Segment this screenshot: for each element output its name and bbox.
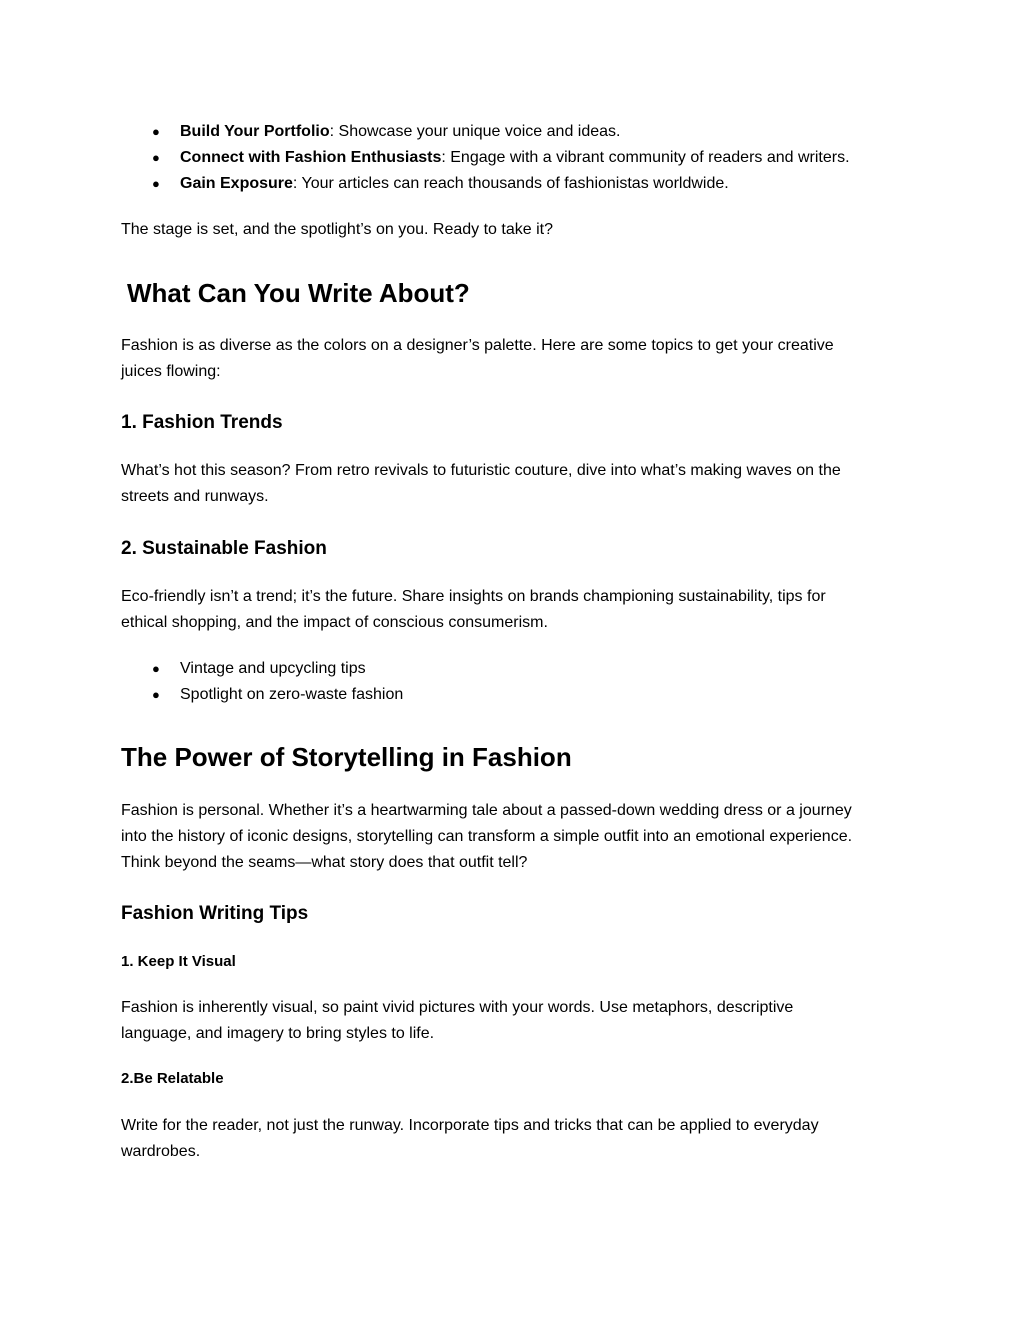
- stage-paragraph: The stage is set, and the spotlight’s on you. Ready to take it?: [121, 221, 553, 238]
- list-item-text: : Your articles can reach thousands of fashionistas worldwide.: [292, 175, 729, 192]
- sustainable-line-2: ethical shopping, and the impact of conscious consumerism.: [121, 614, 548, 631]
- tip1-line-2: language, and imagery to bring styles to life.: [121, 1025, 435, 1042]
- trends-line-1: What’s hot this season? From retro revivals to futuristic couture, dive into what’s making waves on the: [121, 462, 841, 479]
- storytelling-heading: The Power of Storytelling in Fashion: [121, 742, 572, 772]
- trends-line-2: streets and runways.: [121, 488, 269, 505]
- tip1-line-1: Fashion is inherently visual, so paint vivid pictures with your words. Use metaphors, descriptive: [121, 999, 794, 1016]
- tip2-line-2: wardrobes.: [121, 1143, 201, 1160]
- bullet-icon: ●: [152, 687, 160, 702]
- trends-heading: 1. Fashion Trends: [121, 412, 283, 433]
- what-heading: What Can You Write About?: [127, 278, 470, 308]
- sustainable-heading: 2. Sustainable Fashion: [121, 538, 327, 559]
- what-intro-line-1: Fashion is as diverse as the colors on a designer’s palette. Here are some topics to get your creative: [121, 337, 834, 354]
- bullet-icon: ●: [152, 176, 160, 191]
- bullet-icon: ●: [152, 124, 160, 139]
- list-item-title: Connect with Fashion Enthusiasts: [180, 149, 442, 166]
- list-item-text: Vintage and upcycling tips: [180, 660, 366, 677]
- storytelling-line-3: Think beyond the seams—what story does that outfit tell?: [121, 854, 528, 871]
- list-item-title: Gain Exposure: [180, 175, 293, 192]
- sustainable-line-1: Eco-friendly isn’t a trend; it’s the future. Share insights on brands championing sustainability, tips for: [121, 588, 826, 605]
- list-item-title: Build Your Portfolio: [180, 123, 330, 140]
- storytelling-line-1: Fashion is personal. Whether it’s a heartwarming tale about a passed-down wedding dress or a journey: [121, 802, 852, 819]
- tips-heading: Fashion Writing Tips: [121, 903, 309, 924]
- list-item-text: : Showcase your unique voice and ideas.: [329, 123, 621, 140]
- bullet-icon: ●: [152, 661, 160, 676]
- storytelling-line-2: into the history of iconic designs, storytelling can transform a simple outfit into an emotional experience.: [121, 828, 853, 845]
- bullet-icon: ●: [152, 150, 160, 165]
- list-item-text: : Engage with a vibrant community of readers and writers.: [441, 149, 850, 166]
- tip2-line-1: Write for the reader, not just the runway. Incorporate tips and tricks that can be applied to everyday: [121, 1117, 819, 1134]
- list-item-text: Spotlight on zero-waste fashion: [180, 686, 404, 703]
- tip2-heading: 2.Be Relatable: [121, 1070, 224, 1087]
- tip1-heading: 1. Keep It Visual: [121, 953, 236, 970]
- what-intro-line-2: juices flowing:: [121, 363, 221, 380]
